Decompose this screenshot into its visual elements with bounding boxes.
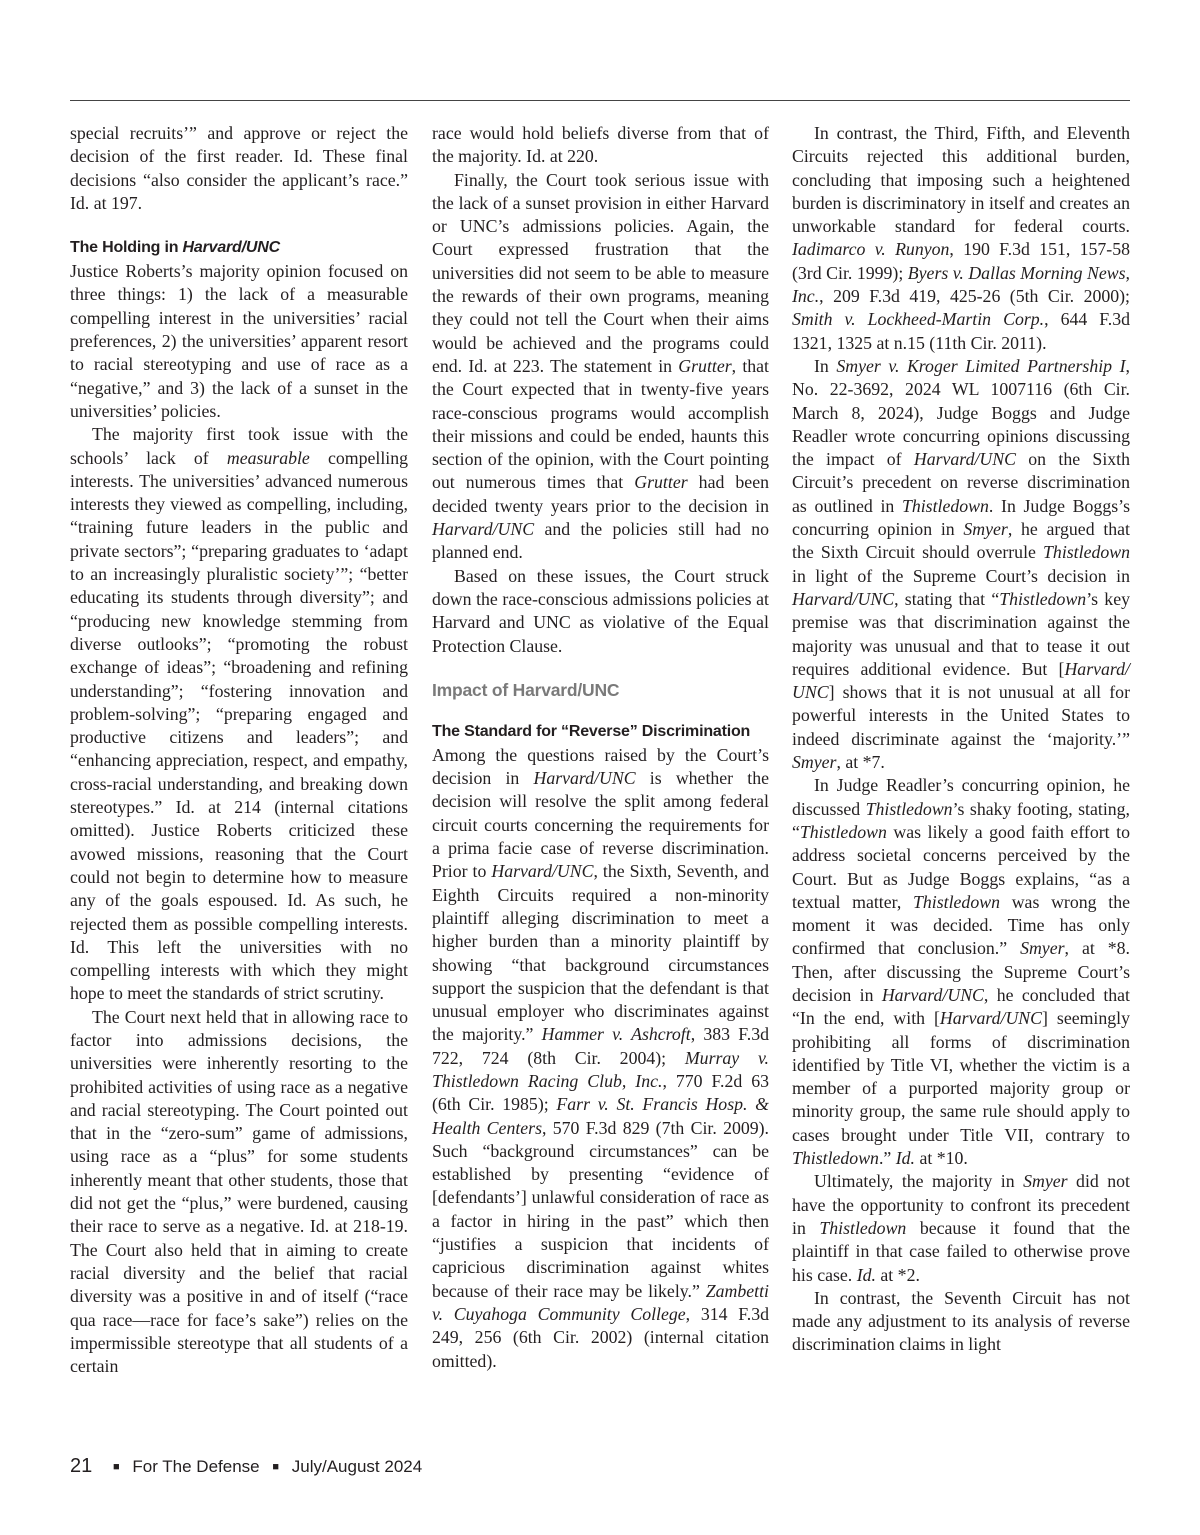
page-number: 21 [70,1455,93,1477]
section-title: Impact of Harvard/UNC [432,679,620,700]
paragraph: In contrast, the Seventh Circuit has not made any adjustment to its analysis of reverse discrimination claims in light [792,1287,1130,1355]
issue-date: July/August 2024 [291,1457,423,1476]
paragraph: Finally, the Court took serious issue with the lack of a sunset provision in either Harvard or UNC’s admissions policies. Again, the Court expressed frustration that the universities did not seem to be able to measure the rewards of their own programs, meaning they could not tell the Court when their aims would be achieved and the programs could end. Id. at 223. The statement in Grutter, that the Court expected that in twenty-five years race-conscious programs would accomplish their missions and could be ended, haunts this section of the opinion, with the Court pointing out numerous times that Grutter had been decided twenty years prior to the decision in Harvard/UNC and the policies still had no planned end. [432,169,769,563]
paragraph: In Judge Readler’s concurring opinion, he discussed Thistledown’s shaky footing, stating, “Thistledown was likely a good faith effort to address societal concerns perceived by the Court. But as Judge Boggs explains, “as a textual matter, Thistledown was wrong the moment it was decided. Time has only confirmed that conclusion.” Smyer, at *8. Then, after discussing the Supreme Court’s decision in Harvard/UNC, he concluded that “In the end, with [Harvard/UNC] seemingly prohibiting all forms of discrimination identified by Title VI, whether the victim is a member of a purported majority group or minority group, the same rule should apply to cases brought under Title VII, contrary to Thistledown.” Id. at *10. [792,775,1130,1169]
paragraph: Among the questions raised by the Court’s decision in Harvard/UNC is whether the decision will resolve the split among federal circuit courts concerning the requirements for a prima facie case of reverse discrimination. Prior to Harvard/UNC, the Sixth, Seventh, and Eighth Circuits required a non-minority plaintiff alleging discrimination to meet a higher burden than a minority plaintiff by showing “that background circumstances support the suspicion that the defendant is that unusual employer who discriminates against the majority.” Hammer v. Ashcroft, 383 F.3d 722, 724 (8th Cir. 2004); Murray v. Thistledown Racing Club, Inc., 770 F.2d 63 (6th Cir. 1985); Farr v. St. Francis Hosp. & Health Centers, 570 F.3d 829 (7th Cir. 2009). Such “background circumstances” can be established by presenting “evidence of [defendants’] unlawful consideration of race as a factor in hiring in the past” which then “justifies a suspicion that incidents of capricious discrimination against whites because of their race may be likely.” Zambetti v. Cuyahoga Community College, 314 F.3d 249, 256 (6th Cir. 2002) (internal citation omitted). [432,744,770,1371]
paragraph: Justice Roberts’s majority opinion focused on three things: 1) the lack of a measurable compelling interest in the universities’ racial preferences, 2) the universities’ apparent resort to racial stereotyping and use of race as a “negative,” and 3) the lack of a sunset in the universities’ policies. [70,261,408,421]
article-column-1 [70,122,408,1378]
article-column-3 [792,122,1130,1357]
paragraph: In contrast, the Third, Fifth, and Eleventh Circuits rejected this additional burden, concluding that imposing such a heightened burden is discriminatory in itself and creates an unworkable standard for federal courts. Iadimarco v. Runyon, 190 F.3d 151, 157-58 (3rd Cir. 1999); Byers v. Dallas Morning News, Inc., 209 F.3d 419, 425-26 (5th Cir. 2000); Smith v. Lockheed-Martin Corp., 644 F.3d 1321, 1325 at n.15 (11th Cir. 2011). [792,123,1131,353]
footer-separator: ■ [112,1461,120,1473]
paragraph: special recruits’” and approve or reject the decision of the first reader. Id. These final decisions “also consider the applicant’s race.” Id. at 197. [70,123,408,213]
paragraph: The Court next held that in allowing race to factor into admissions decisions, the universities were inherently resorting to the prohibited activities of using race as a negative and racial stereotyping. The Court pointed out that in the “zero-sum” game of admissions, using race as a “plus” for some students inherently meant that other students, those that did not get the “plus,” were burdened, causing their race to serve as a negative. Id. at 218-19. The Court also held that in aiming to create racial diversity and the belief that racial diversity was a positive in and of itself (“race qua race—race for face’s sake”) relies on the impermissible stereotype that all students of a certain [70,1006,408,1377]
paragraph: race would hold beliefs diverse from that of the majority. Id. at 220. [432,123,769,167]
publication-name: For The Defense [132,1457,260,1476]
top-rule [70,100,1130,101]
footer-separator: ■ [272,1461,280,1473]
article-column-2 [432,122,769,1373]
paragraph: Ultimately, the majority in Smyer did not have the opportunity to confront its precedent in Thistledown because it found that the plaintiff in that case failed to otherwise prove his case. Id. at *2. [792,1171,1131,1285]
paragraph: Based on these issues, the Court struck down the race-conscious admissions policies at Harvard and UNC as violative of the Equal Protection Clause. [432,565,769,656]
subheading-standard: The Standard for “Reverse” Discrimination [432,722,751,740]
page-footer [70,1455,422,1478]
paragraph: In Smyer v. Kroger Limited Partnership I, No. 22-3692, 2024 WL 1007116 (6th Cir. March 8, 2024), Judge Boggs and Judge Readler wrote concurring opinions discussing the impact of Harvard/UNC on the Sixth Circuit’s precedent on reverse discrimination as outlined in Thistledown. In Judge Boggs’s concurring opinion in Smyer, he argued that the Sixth Circuit should overrule Thistledown in light of the Supreme Court’s decision in Harvard/UNC, stating that “Thistledown’s key premise was that discrimination against the majority was unusual and that to tease it out requires additional evidence. But [Harvard/ UNC] shows that it is not unusual at all for powerful interests in the United States to indeed discriminate against the ‘majority.’” Smyer, at *7. [792,355,1130,773]
paragraph: The majority first took issue with the schools’ lack of measurable compelling interests. The universities’ advanced numerous interests they viewed as compelling, including, “training future leaders in the public and private sectors”; “preparing graduates to ‘adapt to an increasingly pluralistic society’”; “better educating its students through diversity”; and “producing new knowledge stemming from diverse outlooks”; “promoting the robust exchange of ideas”; “broadening and refining understanding”; “fostering innovation and problem-solving”; “preparing engaged and productive citizens and leaders”; and “enhancing appreciation, respect, and empathy, cross-racial understanding, and breaking down stereotypes.” Id. at 214 (internal citations omitted). Justice Roberts criticized these avowed missions, reasoning that the Court could not begin to determine how to measure any of the goals espoused. Id. As such, he rejected them as possible compelling interests. Id. This left the universities with no compelling interests with which they might hope to meet the standards of strict scrutiny. [70,424,408,1004]
subheading-holding: The Holding in Harvard/UNC [70,239,280,257]
